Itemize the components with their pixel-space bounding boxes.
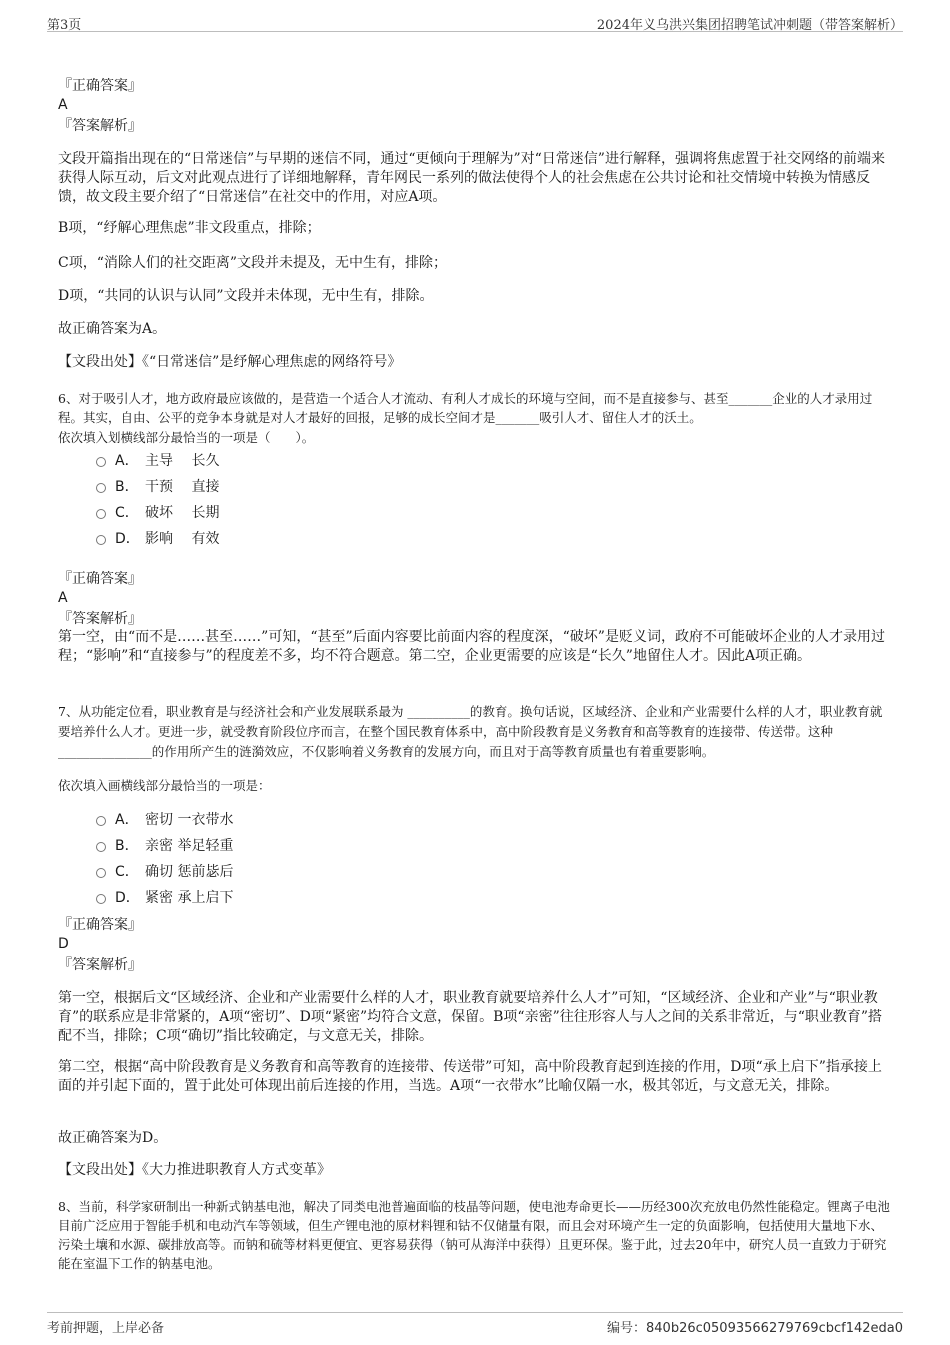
q5-analysis-label: 『答案解析』 xyxy=(58,118,142,134)
q6-analysis-label: 『答案解析』 xyxy=(58,611,142,627)
radio-icon[interactable] xyxy=(96,816,106,826)
q7-stem: 7、从功能定位看，职业教育是与经济社会和产业发展联系最为 __________的教育。换句话说，区域经济、企业和产业需要什么样的人才，职业教育就要培养什么人才。更进一步，就受教育阶段位序而言，在整个国民教育体系中，高中阶段教育是义务教育和高等教育的连接带、传送带。这种 _______________的作用所产生的涟漪效应，不仅影响着义务教育的发展方向，而且对于高等教育质量也有着重要影响。 xyxy=(58,704,883,759)
q6-analysis: 第一空，由“而不是……甚至……”可知，“甚至”后面内容要比前面内容的程度深，“破坏”是贬义词，政府不可能破坏企业的人才录用过程；“影响”和“直接参与”的程度差不多，均不符合题意。第二空，企业更需要的应该是“长久”地留住人才。因此A项正确。 xyxy=(58,629,885,664)
q5-answer-label: 『正确答案』 xyxy=(58,78,142,94)
q7-option-b[interactable]: B． 亲密 举足轻重 xyxy=(96,835,233,855)
radio-icon[interactable] xyxy=(96,842,106,852)
radio-icon[interactable] xyxy=(96,868,106,878)
q6-option-a[interactable]: A． 主导 长久 xyxy=(96,450,219,470)
q7-answer-label: 『正确答案』 xyxy=(58,917,142,933)
page-footer xyxy=(47,1312,903,1334)
q6-option-d[interactable]: D． 影响 有效 xyxy=(96,528,219,548)
q7-analysis-paragraph-1: 第一空，根据后文“区域经济、企业和产业需要什么样的人才，职业教育就要培养什么人才”可知，“区域经济、企业和产业”与“职业教育”的联系应是非常紧的，A项“密切”、D项“紧密”均符合文意，保留。B项“亲密”往往形容人与人之间的关系非常近，与“职业教育”搭配不当，排除；C项“确切”指比较确定，与文意无关，排除。 xyxy=(58,990,883,1044)
page-number: 第3页 xyxy=(47,18,82,33)
q5-conclusion: 故正确答案为A。 xyxy=(58,321,167,337)
q7-conclusion: 故正确答案为D。 xyxy=(58,1130,168,1146)
radio-icon[interactable] xyxy=(96,535,106,545)
footer-slogan: 考前押题，上岸必备 xyxy=(47,1321,165,1336)
q6-option-c[interactable]: C． 破坏 长期 xyxy=(96,502,219,522)
radio-icon[interactable] xyxy=(96,457,106,467)
q5-source: 【文段出处】《“日常迷信”是纾解心理焦虑的网络符号》 xyxy=(58,354,402,370)
q5-analysis-c: C项，“消除人们的社交距离”文段并未提及，无中生有，排除； xyxy=(58,255,448,271)
q5-analysis-paragraph: 文段开篇指出现在的“日常迷信”与早期的迷信不同，通过“更倾向于理解为”对“日常迷信”进行解释，强调将焦虑置于社交网络的前端来获得人际互动，后文对此观点进行了详细地解释，青年网民一系列的做法使得个人的社会焦虑在公共讨论和社交情境中转换为情感反馈，故文段主要介绍了“日常迷信”在社交中的作用，对应A项。 xyxy=(58,151,885,205)
page-header xyxy=(47,12,903,32)
q7-prompt: 依次填入画横线部分最恰当的一项是： xyxy=(58,778,271,793)
q7-option-a[interactable]: A． 密切 一衣带水 xyxy=(96,809,233,829)
q5-answer: A xyxy=(58,97,68,113)
q6-option-b[interactable]: B． 干预 直接 xyxy=(96,476,219,496)
q7-source: 【文段出处】《大力推进职教育人方式变革》 xyxy=(58,1162,331,1178)
q8-stem: 8、当前，科学家研制出一种新式钠基电池，解决了同类电池普遍面临的枝晶等问题，使电池寿命更长——历经300次充放电仍然性能稳定。锂离子电池目前广泛应用于智能手机和电动汽车等领域，但生产锂电池的原材料锂和钴不仅储量有限，而且会对环境产生一定的负面影响，包括使用大量地下水、污染土壤和水源、碳排放高等。而钠和硫等材料更便宜、更容易获得（钠可从海洋中获得）且更环保。鉴于此，过去20年中，研究人员一直致力于研究能在室温下工作的钠基电池。 xyxy=(58,1199,890,1271)
radio-icon[interactable] xyxy=(96,509,106,519)
radio-icon[interactable] xyxy=(96,894,106,904)
q6-answer: A xyxy=(58,590,68,606)
q7-analysis-paragraph-2: 第二空，根据“高中阶段教育是义务教育和高等教育的连接带、传送带”可知，高中阶段教育起到连接的作用，D项“承上启下”指承接上面的并引起下面的，置于此处可体现出前后连接的作用，当选。A项“一衣带水”比喻仅隔一水，极其邻近，与文意无关，排除。 xyxy=(58,1059,882,1094)
q6-stem: 6、对于吸引人才，地方政府最应该做的，是营造一个适合人才流动、有利人才成长的环境与空间，而不是直接参与、甚至_______企业的人才录用过程。其实，自由、公平的竞争本身就是对人才最好的回报，足够的成长空间才是_______吸引人才、留住人才的沃土。 xyxy=(58,391,873,425)
document-title: 2024年义乌洪兴集团招聘笔试冲刺题（带答案解析） xyxy=(596,18,903,33)
document-code: 编号：840b26c05093566279769cbcf142eda0 xyxy=(607,1321,903,1336)
q6-answer-label: 『正确答案』 xyxy=(58,571,142,587)
q5-analysis-b: B项，“纾解心理焦虑”非文段重点，排除； xyxy=(58,220,321,236)
q6-prompt: 依次填入划横线部分最恰当的一项是（ ）。 xyxy=(58,430,315,445)
q7-analysis-label: 『答案解析』 xyxy=(58,957,142,973)
q7-option-c[interactable]: C． 确切 惩前毖后 xyxy=(96,861,233,881)
q7-option-d[interactable]: D． 紧密 承上启下 xyxy=(96,887,233,907)
q7-answer: D xyxy=(58,936,69,952)
radio-icon[interactable] xyxy=(96,483,106,493)
q5-analysis-d: D项，“共同的认识与认同”文段并未体现，无中生有，排除。 xyxy=(58,288,434,304)
